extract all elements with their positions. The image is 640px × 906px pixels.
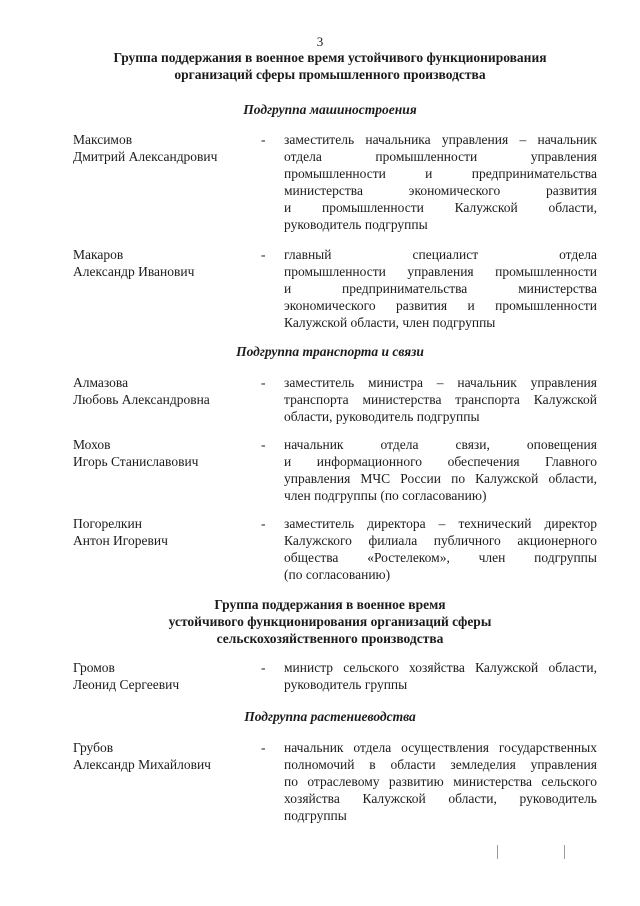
member-position — [284, 659, 597, 693]
scan-mark — [497, 845, 498, 859]
position-line: министерства экономического развития — [284, 183, 597, 198]
position-line: по отраслевому развитию министерства сельского — [284, 774, 597, 789]
group-title-line: организаций сферы промышленного производства — [174, 67, 486, 82]
page-number: 3 — [316, 34, 324, 49]
position-line: промышленности и предпринимательства — [284, 166, 597, 181]
position-line: главный специалист отдела — [284, 247, 597, 262]
position-line: руководитель группы — [284, 677, 408, 692]
subgroup-title-crop-production: Подгруппа растениеводства — [244, 709, 416, 724]
position-line: и предпринимательства министерства — [284, 281, 597, 296]
position-line: общества «Ростелеком», член подгруппы — [284, 550, 597, 565]
member-given-names: Игорь Станиславович — [73, 454, 199, 469]
position-line: Калужской области, член подгруппы — [284, 315, 496, 330]
position-line: экономического развития и промышленности — [284, 298, 597, 313]
separator-dash: - — [261, 740, 266, 755]
member-position — [284, 131, 597, 233]
member-position — [284, 515, 597, 583]
member-surname: Мохов — [73, 437, 111, 452]
position-line: (по согласованию) — [284, 567, 391, 582]
subgroup-title-machine-building: Подгруппа машиностроения — [243, 102, 417, 117]
group-title-agricultural — [60, 596, 600, 647]
member-name — [73, 659, 263, 693]
separator-dash: - — [261, 132, 266, 147]
position-line: руководитель подгруппы — [284, 217, 428, 232]
position-line: отдела промышленности управления — [284, 149, 597, 164]
member-surname: Погорелкин — [73, 516, 142, 531]
position-line: заместитель министра – начальник управления — [284, 375, 597, 390]
position-line: хозяйства Калужской области, руководитель — [284, 791, 597, 806]
member-position — [284, 739, 597, 824]
position-line: начальник отдела связи, оповещения — [284, 437, 597, 452]
member-position — [284, 374, 597, 425]
position-line: член подгруппы (по согласованию) — [284, 488, 487, 503]
member-surname: Грубов — [73, 740, 114, 755]
member-surname: Макаров — [73, 247, 124, 262]
member-name — [73, 131, 263, 165]
member-given-names: Александр Иванович — [73, 264, 195, 279]
position-line: подгруппы — [284, 808, 347, 823]
member-surname: Громов — [73, 660, 115, 675]
member-surname: Максимов — [73, 132, 133, 147]
position-line: заместитель начальника управления – начальник — [284, 132, 597, 147]
member-given-names: Леонид Сергеевич — [73, 677, 180, 692]
member-name — [73, 515, 263, 549]
position-line: управления МЧС России по Калужской области, — [284, 471, 597, 486]
member-name — [73, 739, 263, 773]
member-surname: Алмазова — [73, 375, 129, 390]
group-title-industrial — [60, 49, 600, 83]
separator-dash: - — [261, 247, 266, 262]
member-given-names: Дмитрий Александрович — [73, 149, 218, 164]
separator-dash: - — [261, 375, 266, 390]
member-given-names: Антон Игоревич — [73, 533, 168, 548]
group-title-line: сельскохозяйственного производства — [216, 631, 444, 646]
scan-mark — [564, 845, 565, 859]
position-line: Калужского филиала публичного акционерного — [284, 533, 597, 548]
position-line: начальник отдела осуществления государственных — [284, 740, 597, 755]
group-title-line: Группа поддержания в военное время — [214, 597, 446, 612]
member-given-names: Александр Михайлович — [73, 757, 211, 772]
position-line: заместитель директора – технический директор — [284, 516, 597, 531]
position-line: промышленности управления промышленности — [284, 264, 597, 279]
position-line: области, руководитель подгруппы — [284, 409, 480, 424]
separator-dash: - — [261, 660, 266, 675]
member-position — [284, 246, 597, 331]
position-line: транспорта министерства транспорта Калужской — [284, 392, 597, 407]
member-name — [73, 436, 263, 470]
separator-dash: - — [261, 516, 266, 531]
member-name — [73, 374, 263, 408]
position-line: и информационного обеспечения Главного — [284, 454, 597, 469]
member-name — [73, 246, 263, 280]
member-position — [284, 436, 597, 504]
subgroup-title-transport-communications: Подгруппа транспорта и связи — [236, 344, 424, 359]
position-line: и промышленности Калужской области, — [284, 200, 597, 215]
position-line: министр сельского хозяйства Калужской области, — [284, 660, 597, 675]
group-title-line: Группа поддержания в военное время устойчивого функционирования — [113, 50, 547, 65]
group-title-line: устойчивого функционирования организаций сферы — [168, 614, 492, 629]
separator-dash: - — [261, 437, 266, 452]
member-given-names: Любовь Александровна — [73, 392, 210, 407]
position-line: полномочий в области земледелия управления — [284, 757, 597, 772]
